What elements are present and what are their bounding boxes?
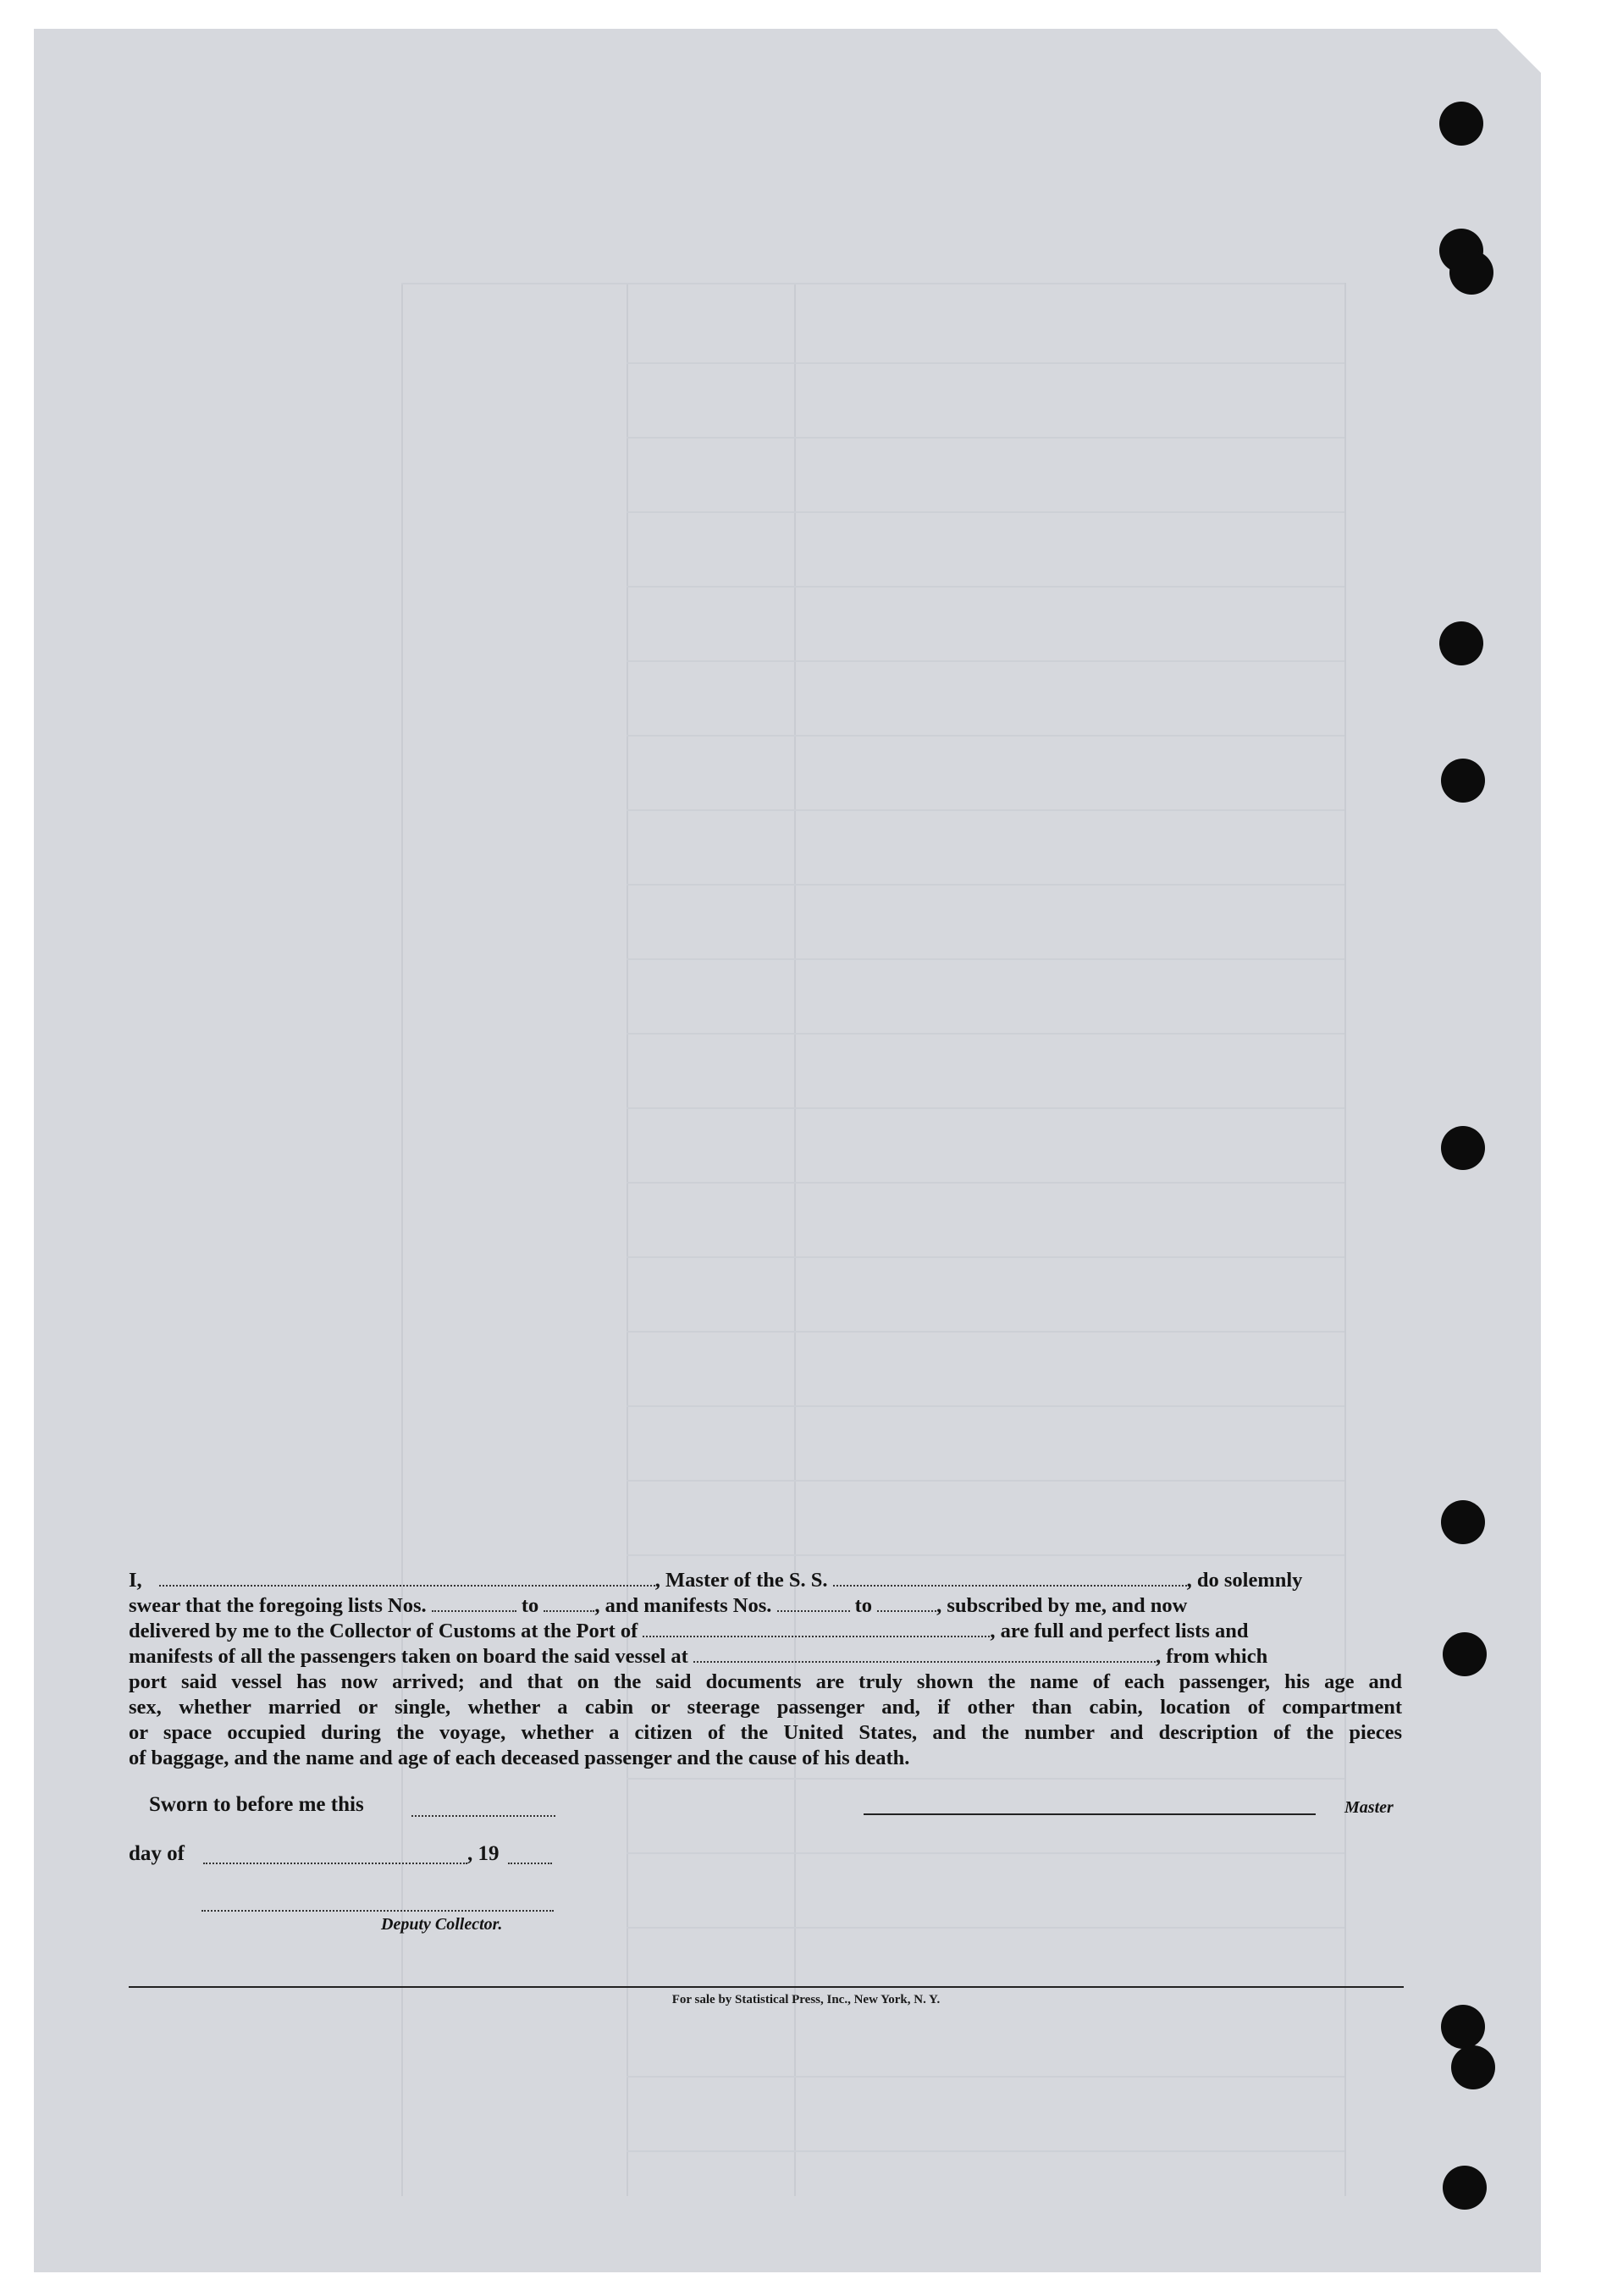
bleedthrough-rule <box>627 511 1344 513</box>
oath-text: swear that the foregoing lists Nos. <box>129 1594 427 1617</box>
oath-text: , Master of the S. S. <box>654 1569 828 1592</box>
blank-manifest-from <box>777 1597 850 1612</box>
punch-hole <box>1441 1500 1485 1544</box>
punch-hole <box>1441 1126 1485 1170</box>
blank-list-to <box>544 1597 594 1612</box>
bleedthrough-rule <box>627 1256 1344 1258</box>
blank-embark-port <box>693 1647 1156 1663</box>
blank-manifest-to <box>877 1597 936 1612</box>
punch-hole <box>1443 1632 1487 1676</box>
bleedthrough-rule <box>794 283 796 2196</box>
bleedthrough-rule <box>627 586 1344 588</box>
oath-text: delivered by me to the Collector of Customs at the Port of <box>129 1620 638 1642</box>
oath-line-1 <box>129 1568 1402 1593</box>
master-label: Master <box>1344 1798 1394 1817</box>
bleedthrough-rule <box>627 1778 1344 1780</box>
blank-port-of <box>643 1622 990 1637</box>
bleedthrough-rule <box>627 1480 1344 1482</box>
deputy-signature-line <box>202 1896 554 1912</box>
bleedthrough-rule <box>627 1107 1344 1109</box>
day-of-label: day of <box>129 1842 185 1865</box>
bleedthrough-rule <box>627 1554 1344 1556</box>
master-signature-line <box>864 1813 1316 1815</box>
bleedthrough-rule <box>627 735 1344 737</box>
oath-text: I, <box>129 1569 142 1592</box>
oath-text: , and manifests Nos. <box>594 1594 772 1617</box>
oath-text: , do solemnly <box>1186 1569 1303 1592</box>
bleedthrough-rule <box>401 283 1344 284</box>
oath-text: manifests of all the passengers taken on board the said vessel at <box>129 1645 688 1668</box>
oath-text: to <box>854 1594 873 1617</box>
bleedthrough-rule <box>627 1405 1344 1407</box>
bleedthrough-rule <box>627 283 628 2196</box>
oath-line-5: port said vessel has now arrived; and that on the said documents are truly shown the name of each passenger, his age and <box>129 1670 1402 1693</box>
bleedthrough-rule <box>627 437 1344 439</box>
oath-text: , subscribed by me, and now <box>936 1594 1188 1617</box>
blank-sworn-year <box>508 1849 552 1864</box>
bleedthrough-rule <box>627 958 1344 960</box>
bleedthrough-rule <box>627 660 1344 662</box>
oath-text: to <box>521 1594 539 1617</box>
punch-hole <box>1441 2005 1485 2049</box>
oath-text: , from which <box>1155 1645 1268 1668</box>
year-label: , 19 <box>467 1842 500 1865</box>
bleedthrough-rule <box>627 1033 1344 1035</box>
sworn-label: Sworn to before me this <box>149 1793 364 1816</box>
oath-line-8: of baggage, and the name and age of each deceased passenger and the cause of his death. <box>129 1747 910 1769</box>
footer-imprint: For sale by Statistical Press, Inc., New York, N. Y. <box>671 1993 941 2006</box>
punch-hole <box>1443 2166 1487 2210</box>
punch-hole <box>1439 621 1483 665</box>
bleedthrough-rule <box>627 2076 1344 2078</box>
punch-hole <box>1451 2045 1495 2089</box>
oath-line-2 <box>129 1593 1402 1619</box>
blank-sworn-month <box>203 1849 467 1864</box>
oath-line-6: sex, whether married or single, whether a cabin or steerage passenger and, if other than cabin, location of compartment <box>129 1696 1402 1719</box>
oath-line-3 <box>129 1619 1402 1644</box>
document-sheet <box>34 29 1541 2272</box>
blank-list-from <box>432 1597 516 1612</box>
bleedthrough-rule <box>627 1927 1344 1929</box>
oath-text: , are full and perfect lists and <box>990 1620 1249 1642</box>
bleedthrough-rule <box>627 1852 1344 1854</box>
bleedthrough-rule <box>627 884 1344 886</box>
bleedthrough-rule <box>627 362 1344 364</box>
punch-hole <box>1441 759 1485 803</box>
punch-hole <box>1449 251 1493 295</box>
punch-hole <box>1439 102 1483 146</box>
bleedthrough-rule <box>1344 283 1346 2196</box>
oath-line-4 <box>129 1644 1402 1670</box>
blank-master-name <box>159 1571 655 1587</box>
blank-vessel-name <box>833 1571 1187 1587</box>
blank-sworn-day <box>411 1802 555 1817</box>
oath-line-7: or space occupied during the voyage, whether a citizen of the United States, and the number and description of the pieces <box>129 1721 1402 1744</box>
footer-rule <box>129 1986 1404 1988</box>
bleedthrough-rule <box>627 809 1344 811</box>
deputy-collector-label: Deputy Collector. <box>381 1915 503 1934</box>
bleedthrough-rule <box>627 1182 1344 1184</box>
bleedthrough-rule <box>627 1331 1344 1333</box>
bleedthrough-rule <box>627 2150 1344 2152</box>
